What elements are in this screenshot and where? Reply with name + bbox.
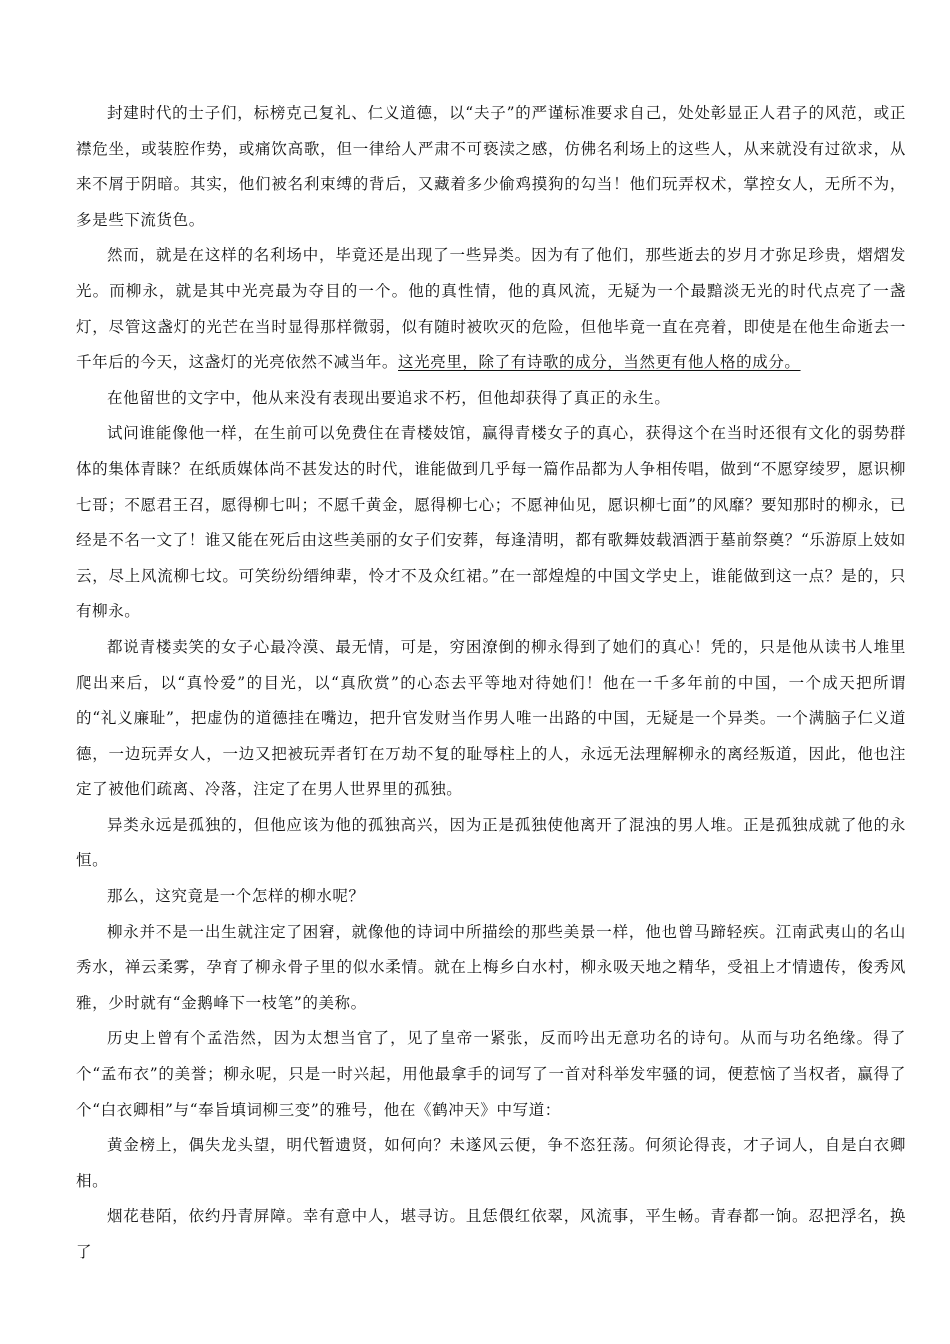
paragraph-2	[76, 238, 906, 380]
paragraph-11: 烟花巷陌，依约丹青屏障。幸有意中人，堪寻访。且恁偎红依翠，风流事，平生畅。青春都一饷。忍把浮名，换了	[76, 1207, 906, 1261]
paragraph-3: 在他留世的文字中，他从来没有表现出要追求不朽，但他却获得了真正的永生。	[107, 388, 671, 407]
underlined-sentence: 这光亮里，除了有诗歌的成分，当然更有他人格的成分。	[398, 353, 801, 372]
paragraph-9: 历史上曾有个孟浩然，因为太想当官了，见了皇帝一紧张，反而吟出无意功名的诗句。从而与功名绝缘。得了个“孟布衣”的美誉；柳永呢，只是一时兴起，用他最拿手的词写了一首对科举发牢骚的词，便惹恼了当权者，赢得了个“白衣卿相”与“奉旨填词柳三变”的雅号，他在《鹤冲天》中写道：	[76, 1029, 906, 1119]
paragraph-8: 柳永并不是一出生就注定了困窘，就像他的诗词中所描绘的那些美景一样，他也曾马蹄轻疾。江南武夷山的名山秀水，禅云柔雾，孕育了柳永骨子里的似水柔情。就在上梅乡白水村，柳永吸天地之精华，受祖上才情遗传，俊秀风雅，少时就有“金鹅峰下一枝笔”的美称。	[76, 922, 906, 1012]
paragraph-10: 黄金榜上，偶失龙头望，明代暂遗贤，如何向？未遂风云便，争不恣狂荡。何须论得丧，才子词人，自是白衣卿相。	[76, 1136, 906, 1190]
paragraph-1: 封建时代的士子们，标榜克己复礼、仁义道德，以“夫子”的严谨标准要求自己，处处彰显正人君子的风范，或正襟危坐，或装腔作势，或痛饮高歌，但一律给人严肃不可亵渎之感，仿佛名利场上的这些人，从来就没有过欲求，从来不屑于阴暗。其实，他们被名利束缚的背后，又藏着多少偷鸡摸狗的勾当！他们玩弄权术，掌控女人，无所不为，多是些下流货色。	[76, 104, 906, 229]
paragraph-4: 试问谁能像他一样，在生前可以免费住在青楼妓馆，赢得青楼女子的真心，获得这个在当时还很有文化的弱势群体的集体青睐？在纸质媒体尚不甚发达的时代，谁能做到几乎每一篇作品都为人争相传唱，做到“不愿穿绫罗，愿识柳七哥；不愿君王召，愿得柳七叫；不愿千黄金，愿得柳七心；不愿神仙见，愿识柳七面”的风靡？要知那时的柳永，已经是不名一文了！谁又能在死后由这些美丽的女子们安葬，每逢清明，都有歌舞妓载酒洒于墓前祭奠？“乐游原上妓如云，尽上风流柳七坟。可笑纷纷缙绅辈，怜才不及众红裙。”在一部煌煌的中国文学史上，谁能做到这一点？是的，只有柳永。	[76, 424, 906, 621]
paragraph-2-text: 然而，就是在这样的名利场中，毕竟还是出现了一些异类。因为有了他们，那些逝去的岁月才弥足珍贵，熠熠发光。而柳永，就是其中光亮最为夺目的一个。他的真性情，他的真风流，无疑为一个最黯淡无光的时代点亮了一盏灯，尽管这盏灯的光芒在当时显得那样微弱，似有随时被吹灭的危险，但他毕竟一直在亮着，即使是在他生命逝去一千年后的今天，这盏灯的光亮依然不减当年。	[76, 246, 906, 372]
article-body	[76, 96, 906, 1271]
paragraph-7: 那么，这究竟是一个怎样的柳水呢？	[107, 887, 365, 906]
paragraph-5: 都说青楼卖笑的女子心最冷漠、最无情，可是，穷困潦倒的柳永得到了她们的真心！凭的，只是他从读书人堆里爬出来后，以“真怜爱”的目光，以“真欣赏”的心态去平等地对待她们！他在一千多年前的中国，一个成天把所谓的“礼义廉耻”，把虚伪的道德挂在嘴边，把升官发财当作男人唯一出路的中国，无疑是一个异类。一个满脑子仁义道德，一边玩弄女人，一边又把被玩弄者钉在万劫不复的耻辱柱上的人，永远无法理解柳永的离经叛道，因此，他也注定了被他们疏离、冷落，注定了在男人世界里的孤独。	[76, 637, 906, 799]
paragraph-6: 异类永远是孤独的，但他应该为他的孤独高兴，因为正是孤独使他离开了混浊的男人堆。正是孤独成就了他的永恒。	[76, 815, 906, 870]
